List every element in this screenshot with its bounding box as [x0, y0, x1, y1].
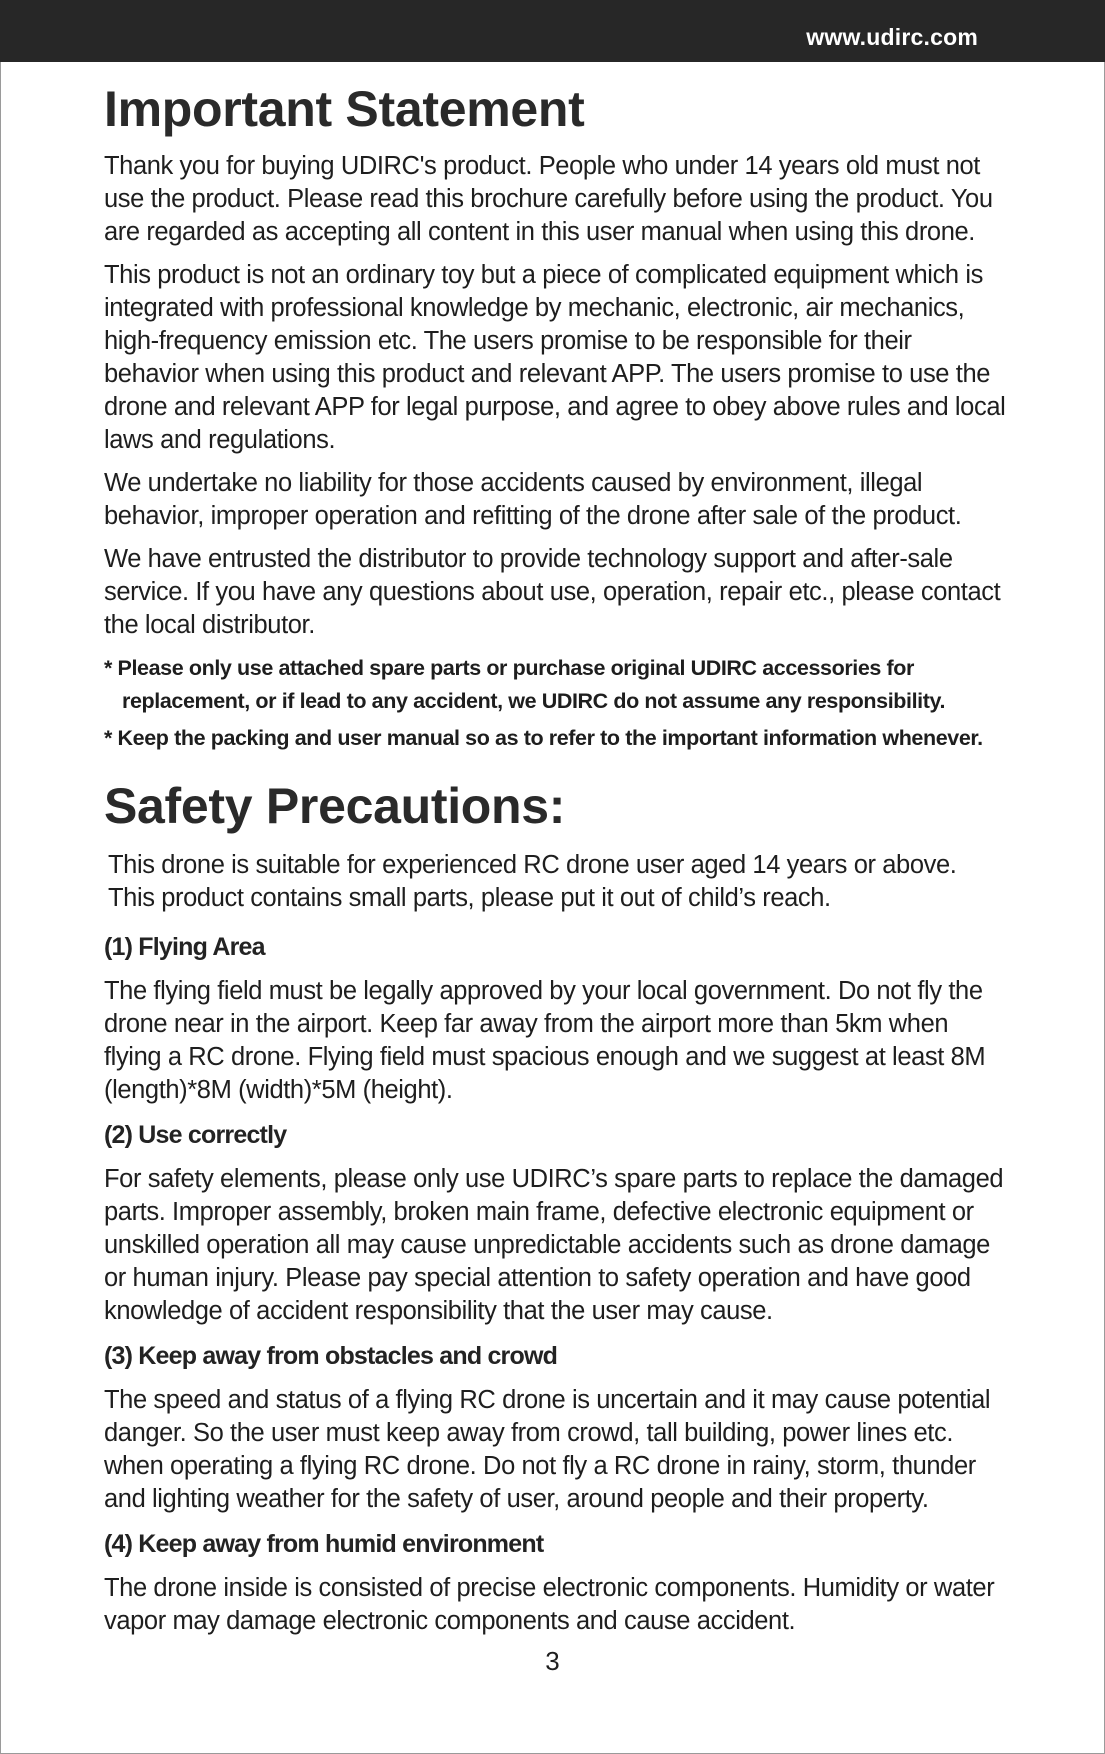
safety-intro-line-2: This product contains small parts, please put it out of child’s reach.	[108, 884, 831, 912]
section-body-flying-area: The flying field must be legally approved by your local government. Do not fly the drone near in the airport. Keep far away from the airport more than 5km when flying a RC drone. Flying field must spacious enough and we suggest at least 8M (length)*8M (width)*5M (height).	[104, 977, 986, 1104]
page-content	[104, 78, 1009, 1648]
important-statement-title: Important Statement	[104, 81, 585, 137]
page-number: 3	[545, 1646, 560, 1676]
safety-intro-line-1: This drone is suitable for experienced RC drone user aged 14 years or above.	[108, 851, 957, 879]
header-bar	[0, 0, 1105, 62]
website-url: www.udirc.com	[806, 24, 978, 50]
section-heading-humid: (4) Keep away from humid environment	[104, 1530, 544, 1558]
section-heading-obstacles: (3) Keep away from obstacles and crowd	[104, 1342, 558, 1370]
section-heading-flying-area: (1) Flying Area	[104, 933, 265, 961]
section-heading-use-correctly: (2) Use correctly	[104, 1121, 287, 1149]
important-paragraph-4: We have entrusted the distributor to provide technology support and after-sale service. If you have any questions about use, operation, repair etc., please contact the local distributor.	[104, 545, 1001, 639]
section-body-use-correctly: For safety elements, please only use UDIRC’s spare parts to replace the damaged parts. Improper assembly, broken main frame, defective electronic equipment or unskilled operation all may cause unpredictable accidents such as drone damage or human injury. Please pay special attention to safety operation and have good knowledge of accident responsibility that the user may cause.	[104, 1165, 1004, 1325]
note-spare-parts: * Please only use attached spare parts or purchase original UDIRC accessories for replacement, or if lead to any accident, we UDIRC do not assume any responsibility.	[104, 656, 946, 713]
safety-intro	[104, 849, 1009, 915]
important-paragraph-2: This product is not an ordinary toy but a piece of complicated equipment which is integrated with professional knowledge by mechanic, electronic, air mechanics, high-frequency emission etc. The users promise to be responsible for their behavior when using this product and relevant APP. The users promise to use the drone and relevant APP for legal purpose, and agree to obey above rules and local laws and regulations.	[104, 261, 1006, 454]
note-keep-manual: * Keep the packing and user manual so as to refer to the important information whenever.	[104, 726, 983, 750]
important-paragraph-1: Thank you for buying UDIRC's product. People who under 14 years old must not use the product. Please read this brochure carefully before using the product. You are regarded as accepting all content in this user manual when using this drone.	[104, 152, 993, 246]
section-body-humid: The drone inside is consisted of precise electronic components. Humidity or water vapor may damage electronic components and cause accident.	[104, 1574, 995, 1635]
safety-precautions-title: Safety Precautions:	[104, 778, 566, 834]
section-body-obstacles: The speed and status of a flying RC drone is uncertain and it may cause potential danger. So the user must keep away from crowd, tall building, power lines etc. when operating a flying RC drone. Do not fly a RC drone in rainy, storm, thunder and lighting weather for the safety of user, around people and their property.	[104, 1386, 991, 1513]
important-paragraph-3: We undertake no liability for those accidents caused by environment, illegal behavior, improper operation and refitting of the drone after sale of the product.	[104, 469, 962, 530]
